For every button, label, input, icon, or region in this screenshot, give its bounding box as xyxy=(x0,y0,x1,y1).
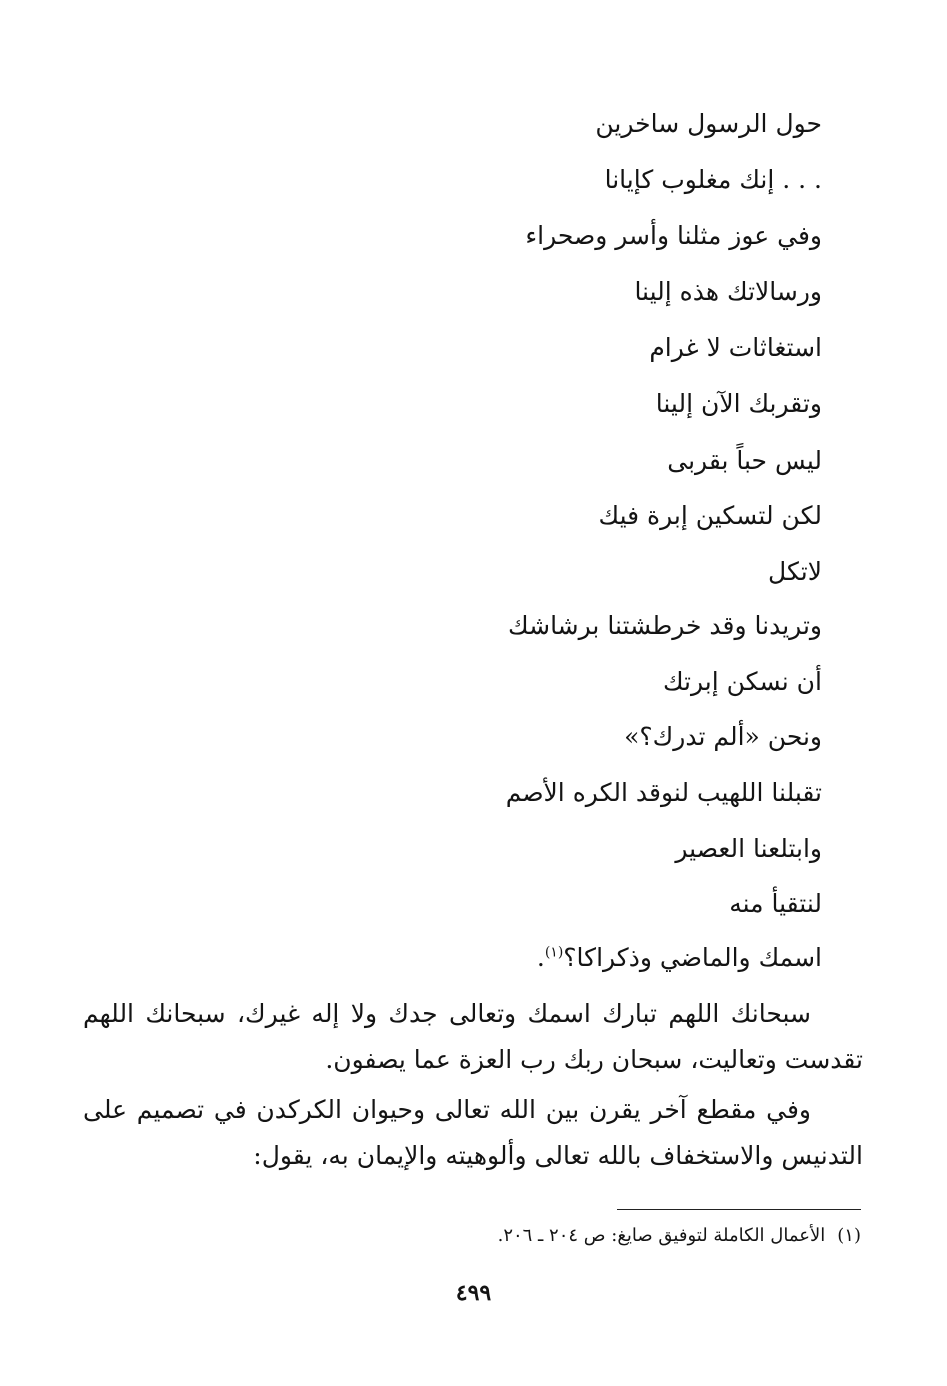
poem-line: وفي عوز مثلنا وأسر وصحراء xyxy=(525,221,822,250)
footnote-text: الأعمال الكاملة لتوفيق صايغ: ص ٢٠٤ ـ ٢٠٦. xyxy=(497,1225,826,1246)
poem-line: ليس حباً بقربى xyxy=(667,446,822,475)
footnote-separator xyxy=(617,1209,861,1210)
poem-line: لكن لتسكين إبرة فيك xyxy=(598,501,822,530)
poem-line: استغاثات لا غرام xyxy=(649,333,822,362)
poem-line-period: . xyxy=(536,943,545,972)
footnote xyxy=(161,1222,861,1250)
poem-line: ورسالاتك هذه إلينا xyxy=(634,277,822,306)
poem-line: وتريدنا وقد خرطشتنا برشاشك xyxy=(508,611,822,640)
footnote-reference: (١) xyxy=(544,944,564,961)
body-paragraph: وفي مقطع آخر يقرن بين الله تعالى وحيوان الكركدن في تصميم على التدنيس والاستخفاف بالله تعالى وألوهيته والإيمان به، يقول: xyxy=(83,1095,863,1170)
poem-line: تقبلنا اللهيب لنوقد الكره الأصم xyxy=(505,778,822,807)
poem-line: وابتلعنا العصير xyxy=(675,834,822,863)
poem-line-text: اسمك والماضي وذكراكا؟ xyxy=(563,943,822,972)
poem-line-last xyxy=(122,940,822,976)
poem-line: حول الرسول ساخرين xyxy=(595,109,822,138)
poem-line: وتقربك الآن إلينا xyxy=(655,389,822,418)
poem-line: . . . إنك مغلوب كإيانا xyxy=(604,165,822,194)
poem-line: لنتقيأ منه xyxy=(729,889,822,918)
footnote-number: (١) xyxy=(837,1225,861,1246)
poem-line: أن نسكن إبرتك xyxy=(662,667,822,696)
poem-line: لاتكل xyxy=(768,557,822,586)
page-number: ٤٩٩ xyxy=(455,1280,492,1306)
body-paragraph: سبحانك اللهم تبارك اسمك وتعالى جدك ولا إله غيرك، سبحانك اللهم تقدست وتعاليت، سبحان ربك رب العزة عما يصفون. xyxy=(83,999,863,1074)
poem-line: ونحن «ألم تدرك؟» xyxy=(624,722,822,751)
